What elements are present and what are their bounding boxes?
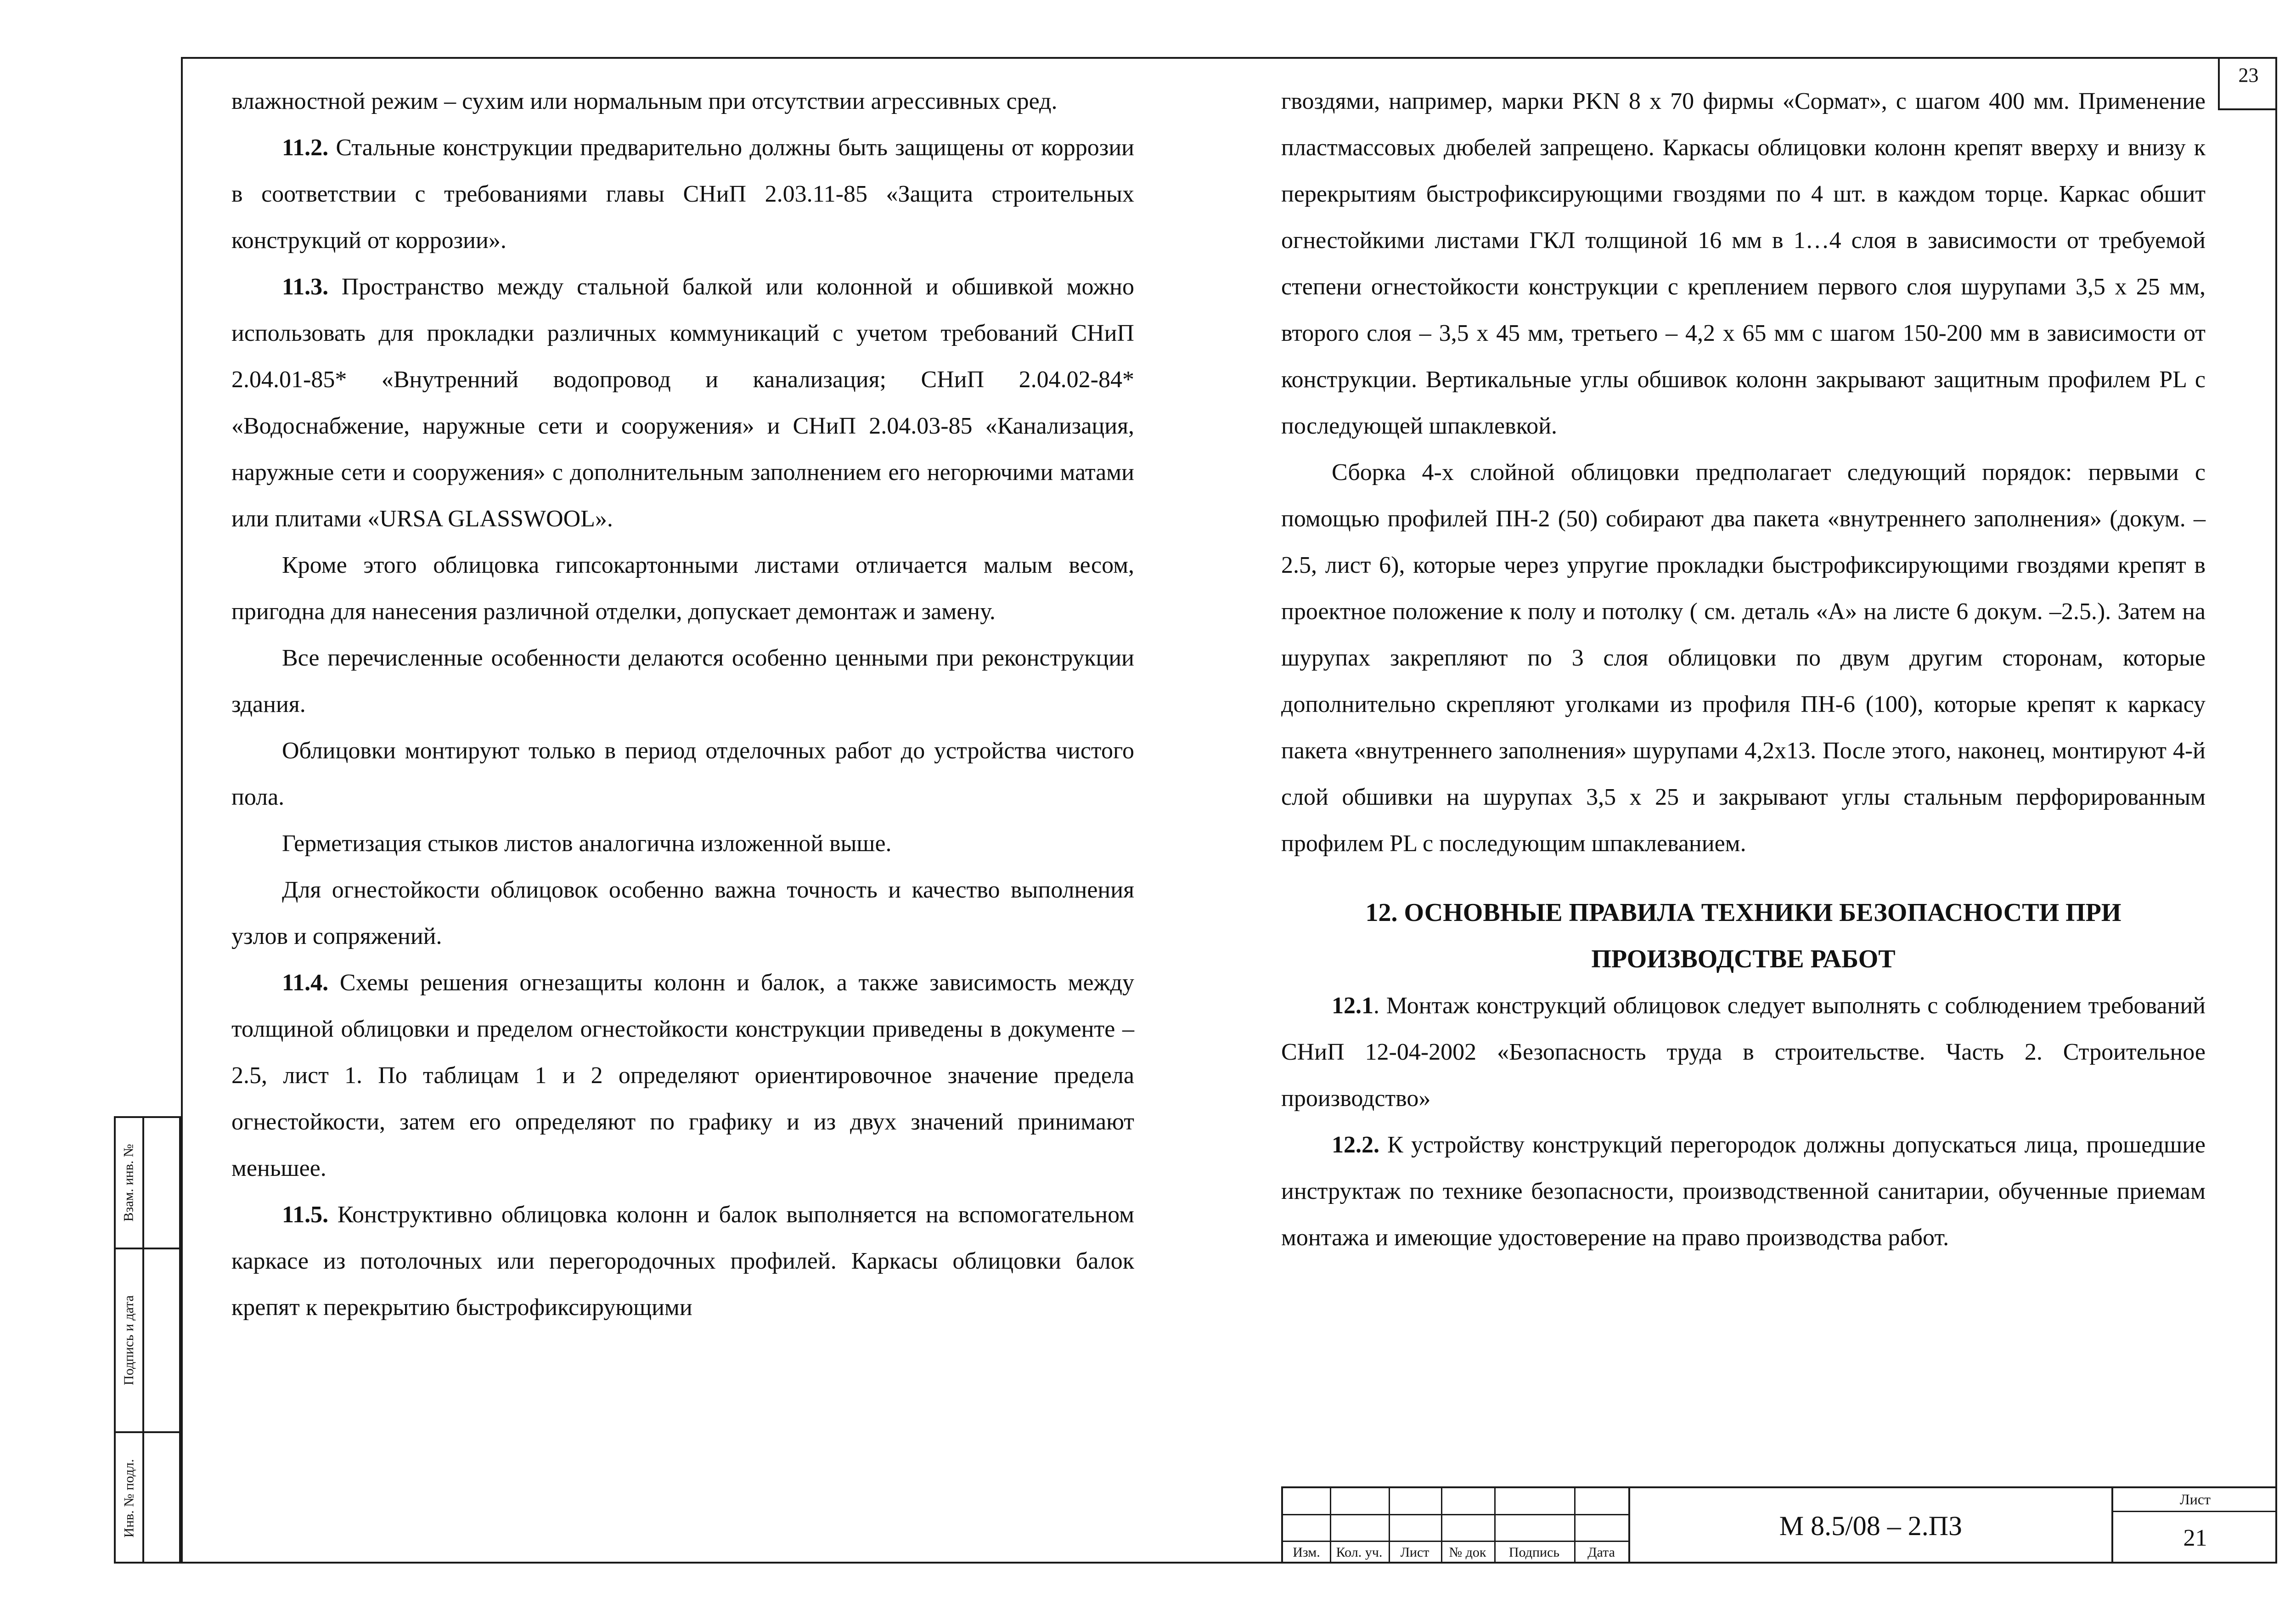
paragraph-number: 12.2. <box>1332 1132 1379 1158</box>
right-column <box>1281 78 2206 1261</box>
paragraph-number: 11.3. <box>282 274 329 300</box>
paragraph-text: Конструктивно облицовка колонн и балок выполняется на вспомогательном каркасе из потолочных или перегородочных профилей. Каркасы облицовки балок крепят к перекрытию быстрофиксирующими <box>231 1202 1134 1321</box>
paragraph <box>231 960 1134 1191</box>
paragraph-number: 11.4. <box>282 970 329 996</box>
revision-grid <box>1283 1488 1628 1564</box>
paragraph-text: Облицовки монтируют только в период отделочных работ до устройства чистого пола. <box>231 738 1134 810</box>
paragraph-text: влажностной режим – сухим или нормальным при отсутствии агрессивных сред. <box>231 88 1058 114</box>
paragraph <box>231 728 1134 820</box>
stamp-podpis <box>116 1249 181 1433</box>
paragraph-text: Все перечисленные особенности делаются особенно ценными при реконструкции здания. <box>231 645 1134 717</box>
stamp-inv-label <box>116 1433 144 1564</box>
paragraph-number: 11.2. <box>282 135 329 161</box>
paragraph-number: 12.1 <box>1332 993 1373 1019</box>
paragraph-text: . Монтаж конструкций облицовок следует выполнять с соблюдением требований СНиП 12-04-2002 «Безопасность труда в строительстве. Часть 2. Строительное производство» <box>1281 993 2206 1112</box>
header-izm: Изм. <box>1293 1545 1320 1560</box>
header-data: Дата <box>1587 1545 1615 1560</box>
stamp-inv <box>116 1433 181 1564</box>
paragraph <box>1281 449 2206 867</box>
paragraph <box>231 264 1134 542</box>
paragraph-text: Стальные конструкции предварительно должны быть защищены от коррозии в соответствии с требованиями главы СНиП 2.03.11-85 «Защита строительных конструкций от коррозии». <box>231 135 1134 254</box>
stamp-inv-text: Инв. № подл. <box>121 1459 136 1538</box>
paragraph-text: Кроме этого облицовка гипсокартонными листами отличается малым весом, пригодна для нанесения различной отделки, допускает демонтаж и замену. <box>231 552 1134 625</box>
paragraph <box>231 820 1134 867</box>
paragraph <box>231 78 1134 124</box>
paragraph-text: Для огнестойкости облицовок особенно важна точность и качество выполнения узлов и сопряжений. <box>231 877 1134 949</box>
header-doc: № док <box>1449 1545 1486 1560</box>
stamp-vzam-label <box>116 1118 144 1248</box>
header-list: Лист <box>1400 1545 1429 1560</box>
grid-line <box>1283 1514 1628 1515</box>
header-kol-uch: Кол. уч. <box>1336 1545 1383 1560</box>
header-podpis: Подпись <box>1508 1545 1560 1560</box>
paragraph-text: Сборка 4-х слойной облицовки предполагает следующий порядок: первыми с помощью профилей ПН-2 (50) собирают два пакета «внутреннего заполнения» (докум. – 2.5, лист 6), которые через упругие прокладки быстрофиксирующими гвоздями крепят в проектное положение к полу и потолку ( см. деталь «А» на листе 6 докум. –2.5.). Затем на шурупах закрепляют по 3 слоя облицовки по двум другим сторонам, которые дополнительно скрепляют уголками из профиля ПН-6 (100), которые крепят к каркасу пакета «внутреннего заполнения» шурупами 4,2x13. После этого, наконец, монтируют 4-й слой обшивки на шурупах 3,5 x 25 и закрывают углы стальным перфорированным профилем PL с последующим шпаклеванием. <box>1281 459 2206 857</box>
paragraph-text: К устройству конструкций перегородок должны допускаться лица, прошедшие инструктаж по технике безопасности, производственной санитарии, обученные приемам монтажа и имеющие удостоверение на право производства работ. <box>1281 1132 2206 1251</box>
document-code <box>1628 1488 2111 1564</box>
paragraph <box>231 124 1134 264</box>
paragraph <box>231 867 1134 960</box>
stamp-podpis-label <box>116 1249 144 1431</box>
page-number-top-text: 23 <box>2238 64 2259 86</box>
left-column <box>231 78 1134 1331</box>
side-stamp <box>114 1116 181 1564</box>
sheet-number: 21 <box>2183 1525 2207 1551</box>
paragraph <box>1281 983 2206 1122</box>
sheet-cell <box>2111 1488 2277 1564</box>
paragraph <box>231 542 1134 635</box>
paragraph-text: Пространство между стальной балкой или колонной и обшивкой можно использовать для прокладки различных коммуникаций с учетом требований СНиП 2.04.01-85* «Внутренний водопровод и канализация; СНиП 2.04.02-84* «Водоснабжение, наружные сети и сооружения» и СНиП 2.04.03-85 «Канализация, наружные сети и сооружения» с дополнительным заполнением его негорючими матами или плитами «URSA GLASSWOOL». <box>231 274 1134 532</box>
paragraph-text: гвоздями, например, марки PKN 8 x 70 фирмы «Сормат», с шагом 400 мм. Применение пластмассовых дюбелей запрещено. Каркасы облицовки колонн крепят вверху и внизу к перекрытиям быстрофиксирующими гвоздями по 4 шт. в каждом торце. Каркас обшит огнестойкими листами ГКЛ толщиной 16 мм в 1…4 слоя в зависимости от требуемой степени огнестойкости конструкции с креплением первого слоя шурупами 3,5 x 25 мм, второго слоя – 3,5 x 45 мм, третьего – 4,2 x 65 мм с шагом 150-200 мм в зависимости от конструкции. Вертикальные углы обшивок колонн закрывают защитным профилем PL с последующей шпаклевкой. <box>1281 88 2206 439</box>
paragraph <box>1281 78 2206 449</box>
stamp-podpis-text: Подпись и дата <box>121 1295 137 1385</box>
paragraph-text: Герметизация стыков листов аналогична изложенной выше. <box>282 830 892 857</box>
title-block <box>1281 1486 2277 1564</box>
stamp-vzam-text: Взам. инв. № <box>121 1144 136 1222</box>
paragraph <box>1281 1122 2206 1261</box>
document-code-text: М 8.5/08 – 2.ПЗ <box>1779 1510 1963 1541</box>
sheet-label: Лист <box>2113 1488 2277 1512</box>
paragraph-number: 11.5. <box>282 1202 329 1228</box>
paragraph <box>231 635 1134 728</box>
section-heading: 12. ОСНОВНЫЕ ПРАВИЛА ТЕХНИКИ БЕЗОПАСНОСТИ ПРИ ПРОИЗВОДСТВЕ РАБОТ <box>1365 898 2122 973</box>
page-number-top <box>2218 57 2277 110</box>
paragraph-text: Схемы решения огнезащиты колонн и балок, а также зависимость между толщиной облицовки и пределом огнестойкости конструкции приведены в документе – 2.5, лист 1. По таблицам 1 и 2 определяют ориентировочное значение предела огнестойкости, затем его определяют по графику и из двух значений принимают меньшее. <box>231 970 1134 1181</box>
paragraph <box>231 1191 1134 1331</box>
stamp-vzam <box>116 1118 181 1249</box>
